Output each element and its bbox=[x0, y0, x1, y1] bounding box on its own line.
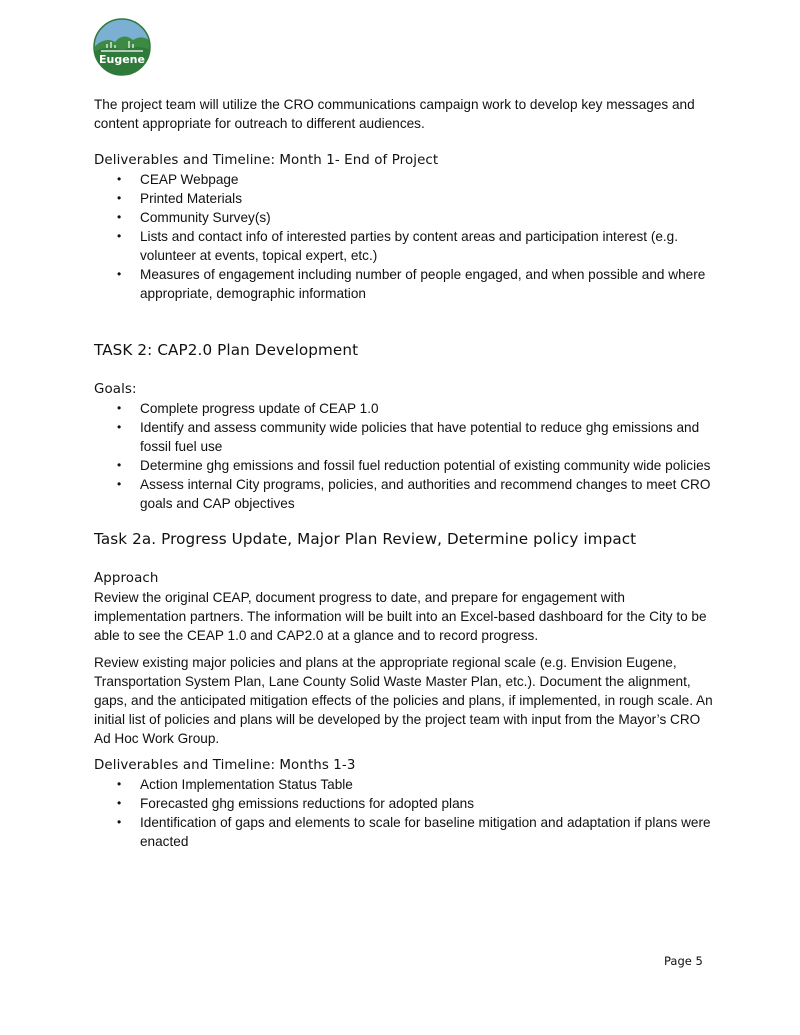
bullet-icon: • bbox=[117, 458, 122, 472]
task1-deliverables-list bbox=[94, 170, 716, 303]
bullet-icon: • bbox=[117, 477, 122, 491]
intro-paragraph: The project team will utilize the CRO communications campaign work to develop key messages and content appropriate for outreach to different audiences. bbox=[94, 97, 695, 131]
bullet-icon: • bbox=[117, 172, 122, 186]
bullet-icon: • bbox=[117, 401, 122, 415]
list-item: • Forecasted ghg emissions reductions for adopted plans bbox=[117, 796, 474, 811]
logo-text: Eugene bbox=[99, 53, 145, 66]
page-number: Page 5 bbox=[664, 954, 703, 968]
approach-heading: Approach bbox=[94, 571, 159, 586]
task2-heading: TASK 2: CAP2.0 Plan Development bbox=[94, 341, 359, 359]
list-item: • Community Survey(s) bbox=[117, 210, 271, 225]
list-item: • Identify and assess community wide policies that have potential to reduce ghg emissions and fossil fuel use bbox=[117, 420, 700, 454]
list-item: • Determine ghg emissions and fossil fuel reduction potential of existing community wide policies bbox=[117, 458, 711, 473]
list-item: • Printed Materials bbox=[117, 191, 242, 206]
list-item: • Action Implementation Status Table bbox=[117, 777, 353, 792]
bullet-icon: • bbox=[117, 191, 122, 205]
task1-deliverables-heading: Deliverables and Timeline: Month 1- End of Project bbox=[94, 153, 439, 168]
bullet-icon: • bbox=[117, 210, 122, 224]
goals-heading: Goals: bbox=[94, 382, 137, 397]
bullet-icon: • bbox=[117, 267, 122, 281]
eugene-logo bbox=[93, 18, 151, 76]
task2a-deliverables-list bbox=[94, 775, 716, 851]
approach-paragraph-1: Review the original CEAP, document progress to date, and prepare for engagement with implementation partners. The information will be built into an Excel-based dashboard for the City to be able to see the CEAP 1.0 and CAP2.0 at a glance and to record progress. bbox=[94, 590, 707, 643]
eugene-logo-icon bbox=[93, 18, 151, 76]
bullet-icon: • bbox=[117, 815, 122, 829]
list-item: • Measures of engagement including number of people engaged, and when possible and where appropriate, demographic information bbox=[117, 267, 706, 301]
goals-list bbox=[94, 399, 716, 513]
bullet-icon: • bbox=[117, 420, 122, 434]
list-item: • CEAP Webpage bbox=[117, 172, 239, 187]
list-item: • Lists and contact info of interested parties by content areas and participation interest (e.g. volunteer at events, topical expert, etc.) bbox=[117, 229, 679, 263]
list-item: • Identification of gaps and elements to scale for baseline mitigation and adaptation if plans were enacted bbox=[117, 815, 711, 849]
list-item: • Complete progress update of CEAP 1.0 bbox=[117, 401, 379, 416]
task2a-heading: Task 2a. Progress Update, Major Plan Review, Determine policy impact bbox=[94, 530, 637, 548]
bullet-icon: • bbox=[117, 229, 122, 243]
approach-paragraph-2: Review existing major policies and plans at the appropriate regional scale (e.g. Envision Eugene, Transportation System Plan, Lane County Solid Waste Master Plan, etc.). Document the alignment, gaps, and the anticipated mitigation effects of the policies and plans, if implemented, in rough scale. An initial list of policies and plans will be developed by the project team with input from the Mayor’s CRO Ad Hoc Work Group. bbox=[94, 655, 713, 746]
list-item: • Assess internal City programs, policies, and authorities and recommend changes to meet CRO goals and CAP objectives bbox=[117, 477, 711, 511]
document-content bbox=[94, 95, 716, 851]
bullet-icon: • bbox=[117, 777, 122, 791]
bullet-icon: • bbox=[117, 796, 122, 810]
task2a-deliverables-heading: Deliverables and Timeline: Months 1-3 bbox=[94, 758, 356, 773]
